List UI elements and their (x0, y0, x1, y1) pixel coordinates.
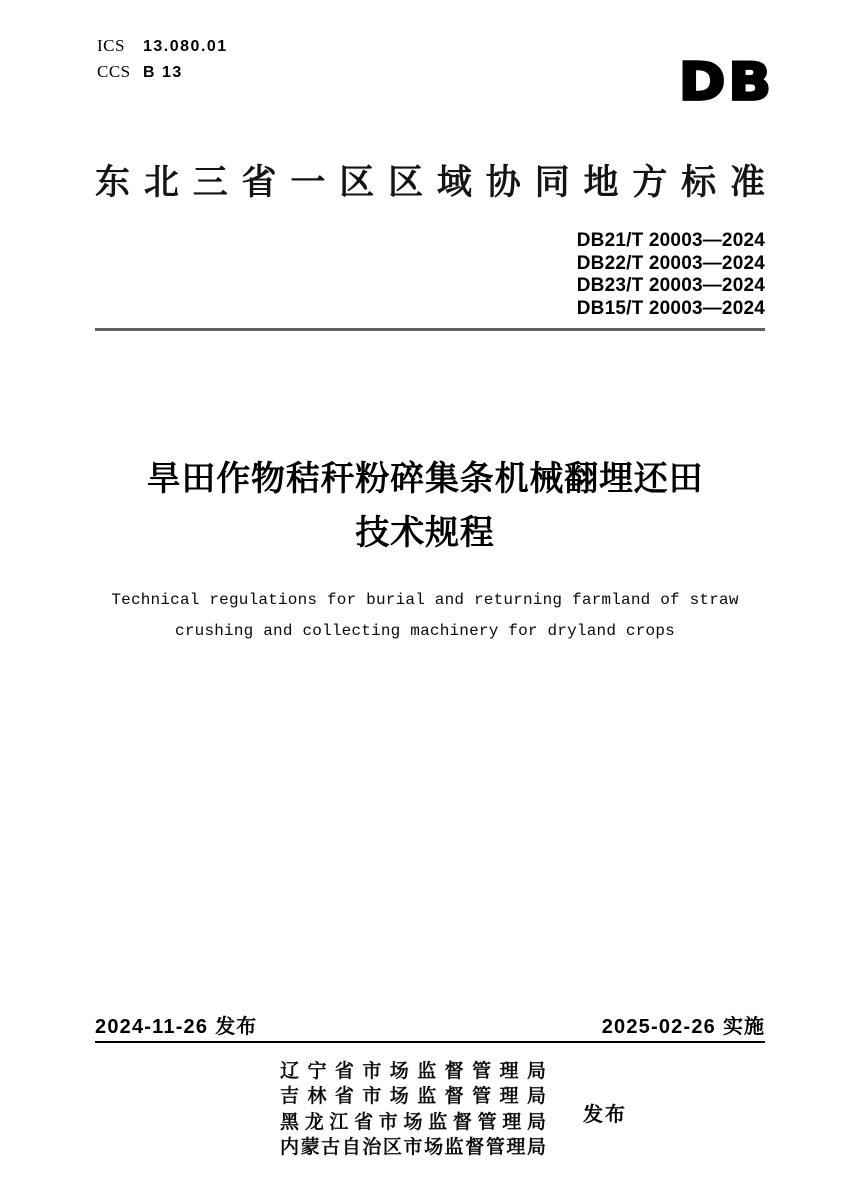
ccs-label: CCS (97, 62, 131, 81)
classification-codes (97, 36, 228, 88)
document-title-line2: 技术规程 (355, 514, 495, 552)
standard-number: DB15/T 20003—2024 (576, 297, 765, 319)
implement-date (602, 1010, 765, 1039)
db-standard-logo: DB (678, 52, 774, 113)
english-title-line2: crushing and collecting machinery for dryland crops (175, 622, 675, 640)
standard-number: DB21/T 20003—2024 (576, 230, 765, 251)
ics-value: 13.080.01 (143, 38, 228, 55)
publisher: 黑龙江省市场监督管理局 (280, 1111, 546, 1133)
publish-label: 发布 (583, 1104, 627, 1126)
publisher: 内蒙古自治区市场监督管理局 (280, 1137, 546, 1159)
issue-date-label: 发布 (215, 1016, 258, 1038)
publisher-list (280, 1059, 546, 1161)
standard-number: DB22/T 20003—2024 (576, 252, 765, 274)
footer-divider (95, 1041, 765, 1043)
standard-number: DB23/T 20003—2024 (576, 275, 765, 296)
standard-type-heading: 东北三省一区区域协同地方标准 (95, 163, 765, 202)
publisher: 辽宁省市场监督管理局 (280, 1061, 546, 1082)
ics-label: ICS (97, 36, 125, 55)
document-title-english (0, 585, 850, 647)
issue-date (95, 1010, 257, 1039)
standard-number-list (577, 230, 765, 320)
implement-date-label: 实施 (723, 1016, 765, 1038)
header-divider (95, 328, 765, 331)
issue-date-value: 2024-11-26 (95, 1016, 209, 1038)
implement-date-value: 2025-02-26 (601, 1016, 716, 1038)
english-title-line1: Technical regulations for burial and returning farmland of straw (111, 591, 739, 609)
ccs-code-line (97, 62, 228, 82)
ccs-value: B 13 (143, 64, 183, 81)
ics-code-line (97, 36, 228, 56)
document-title-line1: 旱田作物秸秆粉碎集条机械翻埋还田 (146, 460, 704, 498)
publisher: 吉林省市场监督管理局 (280, 1086, 546, 1108)
document-title (0, 452, 850, 560)
date-row (95, 1010, 765, 1039)
